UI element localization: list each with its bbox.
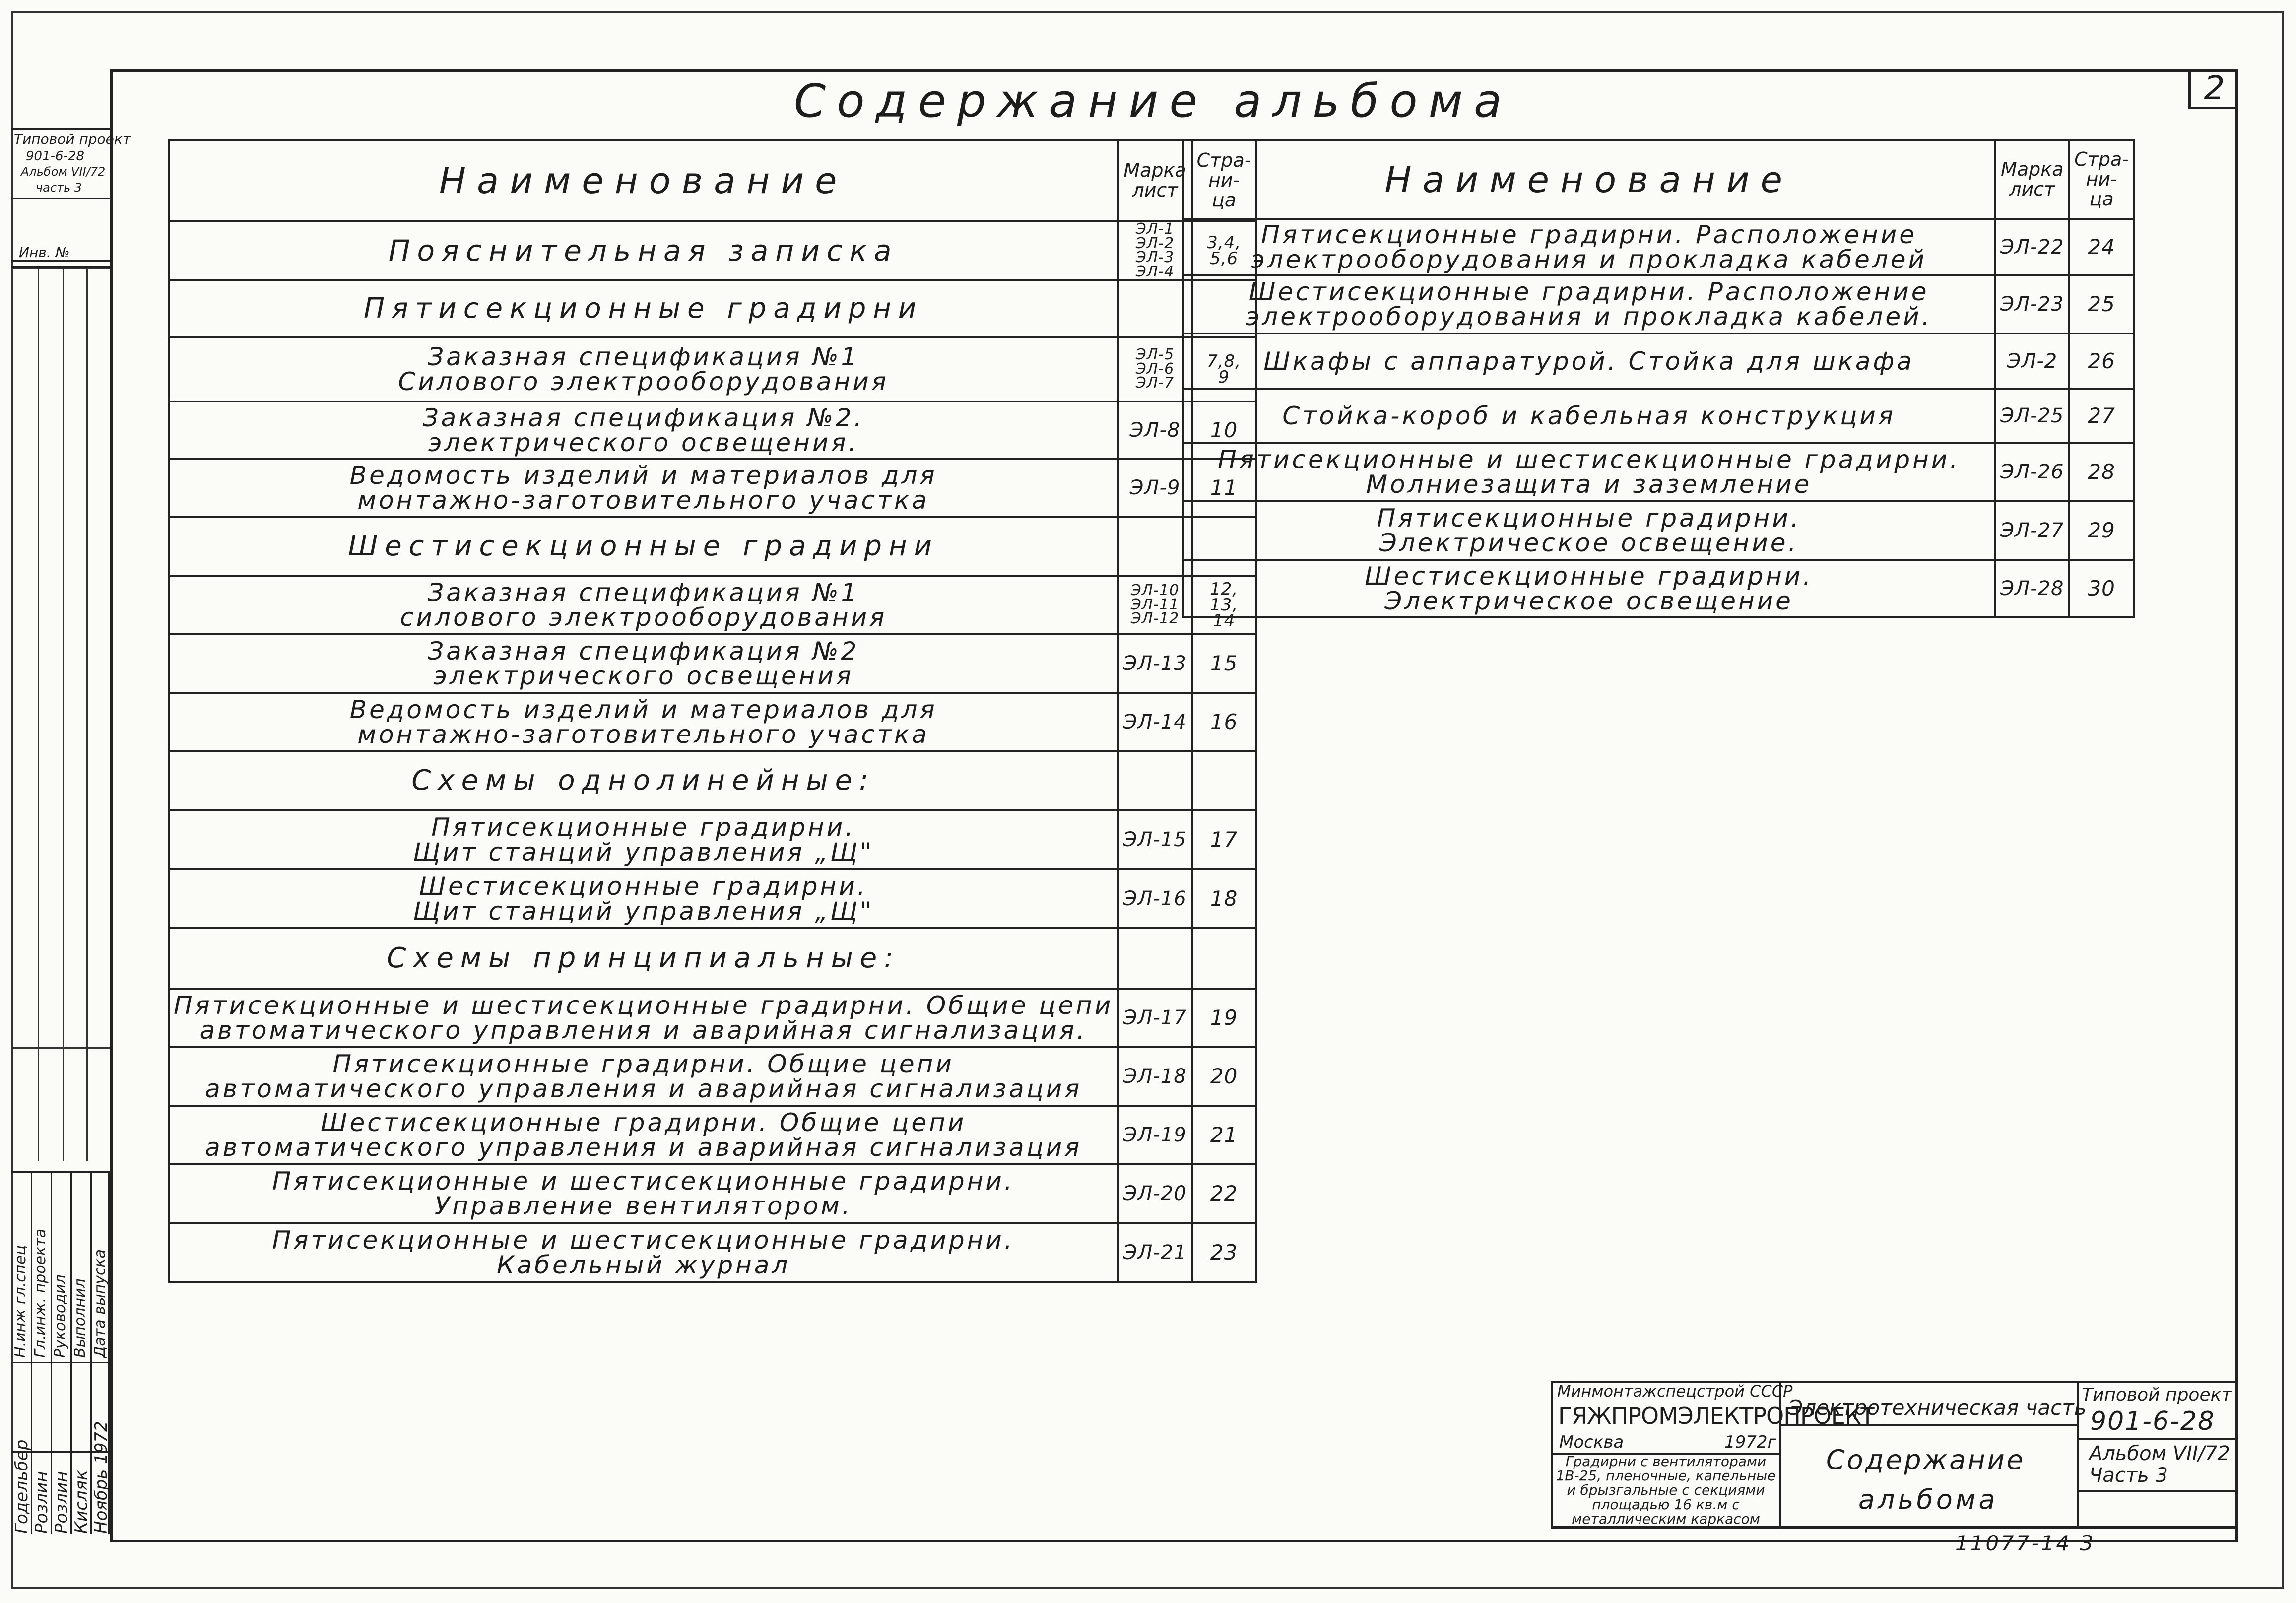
entry-mark: ЭЛ-22	[1995, 219, 2069, 275]
entry-name: Шестисекционные градирни. Электрическое освещение	[1183, 560, 1995, 617]
section-heading-row	[169, 280, 1256, 337]
entry-name: Пятисекционные градирни	[169, 280, 1118, 337]
table-row	[169, 1164, 1256, 1223]
entry-mark	[1118, 280, 1191, 337]
title-block-project-label: Типовой проект	[2082, 1385, 2232, 1405]
entry-name: Шестисекционные градирни. Расположение электрооборудования и прокладка кабелей.	[1183, 275, 1995, 334]
entry-page: 12, 13, 14	[1192, 576, 1256, 634]
title-block-city: Москва	[1559, 1432, 1624, 1452]
entry-page: 27	[2069, 389, 2134, 443]
signer-role: Выполнил	[71, 1278, 89, 1358]
entry-page: 22	[1192, 1164, 1256, 1223]
entry-page: 16	[1192, 693, 1256, 751]
entry-page: 24	[2069, 219, 2134, 275]
signer-name: Розлин	[52, 1471, 71, 1534]
description-line: Градирни с вентиляторами	[1565, 1453, 1767, 1469]
entry-name: Заказная спецификация №2. электрического освещения.	[169, 401, 1118, 459]
entry-page: 17	[1192, 810, 1256, 869]
entry-mark: ЭЛ-20	[1118, 1164, 1191, 1223]
table-row	[169, 1106, 1256, 1164]
entry-page: 7,8, 9	[1192, 337, 1256, 401]
title-block-institute: ГЯЖПРОМЭЛЕКТРОПРОЕКТ	[1558, 1403, 1874, 1429]
side-stamp-line4: часть 3	[36, 181, 82, 195]
header-page: Стра- ни- ца	[1192, 140, 1256, 221]
entry-name: Пятисекционные градирни. Щит станций управления „Щ"	[169, 810, 1118, 869]
entry-name: Схемы принципиальные:	[169, 928, 1118, 989]
entry-mark: ЭЛ-21	[1118, 1223, 1191, 1282]
entry-mark: ЭЛ-17	[1118, 989, 1191, 1047]
table-row	[169, 869, 1256, 928]
entry-mark: ЭЛ-15	[1118, 810, 1191, 869]
entry-page	[1192, 928, 1256, 989]
side-margin-grid	[11, 268, 110, 1161]
left-contents-table	[168, 139, 1257, 1283]
description-line: металлическим каркасом	[1572, 1511, 1760, 1527]
table-row	[169, 401, 1256, 459]
table-row	[1183, 389, 2134, 443]
signature-block	[11, 1171, 110, 1534]
signer-name: Кисляк	[71, 1470, 91, 1534]
signer-name: Розлин	[32, 1471, 52, 1534]
entry-name: Пятисекционные градирни. Общие цепи автоматического управления и аварийная сигнализация	[169, 1047, 1118, 1106]
entry-name: Пятисекционные и шестисекционные градирни. Кабельный журнал	[169, 1223, 1118, 1282]
right-table-header	[1183, 140, 2134, 219]
entry-page: 30	[2069, 560, 2134, 617]
entry-page	[1192, 751, 1256, 810]
entry-name: Шестисекционные градирни	[169, 517, 1118, 576]
entry-page: 28	[2069, 443, 2134, 501]
entry-page: 18	[1192, 869, 1256, 928]
table-row	[1183, 334, 2134, 389]
signer-role: Гл.инж. проекта	[32, 1228, 49, 1358]
signer-role: Руководил	[52, 1274, 69, 1358]
signer-role: Н.инж гл.спец	[12, 1245, 29, 1358]
table-row	[169, 810, 1256, 869]
entry-mark: ЭЛ-16	[1118, 869, 1191, 928]
entry-page: 20	[1192, 1047, 1256, 1106]
description-line: 1В-25, пленочные, капельные	[1556, 1468, 1776, 1484]
entry-mark	[1118, 928, 1191, 989]
entry-mark: ЭЛ-25	[1995, 389, 2069, 443]
entry-page: 26	[2069, 334, 2134, 389]
entry-page: 29	[2069, 501, 2134, 560]
title-block-project-code: 901-6-28	[2090, 1406, 2216, 1436]
section-heading-row	[169, 751, 1256, 810]
entry-name: Заказная спецификация №2 электрического освещения	[169, 634, 1118, 693]
entry-mark: ЭЛ-14	[1118, 693, 1191, 751]
header-mark: Марка лист	[1995, 140, 2069, 219]
entry-name: Пятисекционные градирни. Расположение электрооборудования и прокладка кабелей	[1183, 219, 1995, 275]
entry-name: Шестисекционные градирни. Общие цепи автоматического управления и аварийная сигнализация	[169, 1106, 1118, 1164]
entry-page: 15	[1192, 634, 1256, 693]
side-stamp-line3: Альбом VII/72	[21, 165, 106, 179]
description-line: площадью 16 кв.м с	[1592, 1496, 1740, 1513]
header-name: Наименование	[1183, 140, 1995, 219]
entry-name: Пояснительная записка	[169, 221, 1118, 280]
table-row	[169, 989, 1256, 1047]
entry-page: 3,4, 5,6	[1192, 221, 1256, 280]
table-row	[169, 1223, 1256, 1282]
page-title: Содержание альбома	[794, 74, 1513, 128]
description-line: и брызгальные с секциями	[1567, 1482, 1765, 1498]
title-block-part: Электротехническая часть	[1788, 1396, 2087, 1420]
entry-mark: ЭЛ-13	[1118, 634, 1191, 693]
title-block-ministry: Минмонтажспецстрой СССР	[1557, 1382, 1793, 1401]
entry-name: Шкафы с аппаратурой. Стойка для шкафа	[1183, 334, 1995, 389]
entry-mark	[1118, 751, 1191, 810]
entry-mark: ЭЛ-9	[1118, 459, 1191, 517]
entry-mark: ЭЛ-5 ЭЛ-6 ЭЛ-7	[1118, 337, 1191, 401]
section-heading-row	[169, 928, 1256, 989]
entry-name: Заказная спецификация №1 Силового электрооборудования	[169, 337, 1118, 401]
left-table-header	[169, 140, 1256, 221]
title-block-description	[1554, 1454, 1777, 1526]
header-page: Стра- ни- ца	[2069, 140, 2134, 219]
table-row	[1183, 443, 2134, 501]
entry-mark: ЭЛ-10 ЭЛ-11 ЭЛ-12	[1118, 576, 1191, 634]
entry-name: Пятисекционные градирни. Электрическое освещение.	[1183, 501, 1995, 560]
entry-mark: ЭЛ-18	[1118, 1047, 1191, 1106]
entry-mark: ЭЛ-1 ЭЛ-2 ЭЛ-3 ЭЛ-4	[1118, 221, 1191, 280]
entry-name: Ведомость изделий и материалов для монтажно-заготовительного участка	[169, 459, 1118, 517]
entry-mark: ЭЛ-2	[1995, 334, 2069, 389]
header-mark: Марка лист	[1118, 140, 1191, 221]
entry-name: Схемы однолинейные:	[169, 751, 1118, 810]
entry-mark	[1118, 517, 1191, 576]
page-number: 2	[2188, 69, 2238, 109]
entry-page: 11	[1192, 459, 1256, 517]
table-row	[169, 634, 1256, 693]
right-contents-table	[1182, 139, 2135, 618]
table-row	[1183, 219, 2134, 275]
table-row	[169, 221, 1256, 280]
entry-name: Пятисекционные и шестисекционные градирни. Управление вентилятором.	[169, 1164, 1118, 1223]
signer-name: Годельбер	[12, 1439, 32, 1534]
table-row	[169, 337, 1256, 401]
entry-mark: ЭЛ-23	[1995, 275, 2069, 334]
signer-role: Дата выпуска	[91, 1249, 109, 1358]
entry-mark: ЭЛ-26	[1995, 443, 2069, 501]
inventory-label: Инв. №	[19, 244, 70, 261]
entry-mark: ЭЛ-28	[1995, 560, 2069, 617]
table-row	[169, 576, 1256, 634]
section-heading-row	[169, 517, 1256, 576]
title-block-doc-title-2: альбома	[1858, 1484, 1998, 1515]
entry-page: 10	[1192, 401, 1256, 459]
title-block-year: 1972г	[1724, 1432, 1776, 1452]
table-row	[1183, 560, 2134, 617]
header-name: Наименование	[169, 140, 1118, 221]
entry-page: 19	[1192, 989, 1256, 1047]
side-inventory-box	[11, 238, 110, 268]
table-row	[169, 459, 1256, 517]
side-stamp-line1: Типовой проект	[14, 131, 131, 147]
table-row	[169, 1047, 1256, 1106]
table-row	[1183, 275, 2134, 334]
entry-page: 23	[1192, 1223, 1256, 1282]
entry-name: Ведомость изделий и материалов для монтажно-заготовительного участка	[169, 693, 1118, 751]
table-row	[169, 693, 1256, 751]
entry-name: Шестисекционные градирни. Щит станций управления „Щ"	[169, 869, 1118, 928]
entry-name: Пятисекционные и шестисекционные градирни. Общие цепи автоматического управления и аварийная сигнализация.	[169, 989, 1118, 1047]
title-block-album: Альбом VII/72	[2089, 1442, 2230, 1465]
archive-code: 11077-14 3	[1955, 1531, 2096, 1555]
entry-name: Пятисекционные и шестисекционные градирни. Молниезащита и заземление	[1183, 443, 1995, 501]
signer-name: Ноябрь 1972	[91, 1421, 111, 1534]
table-row	[1183, 501, 2134, 560]
entry-mark: ЭЛ-8	[1118, 401, 1191, 459]
title-block-part-number: Часть 3	[2089, 1464, 2168, 1487]
entry-mark: ЭЛ-19	[1118, 1106, 1191, 1164]
entry-mark: ЭЛ-27	[1995, 501, 2069, 560]
entry-page: 25	[2069, 275, 2134, 334]
side-stamp-line2: 901-6-28	[26, 149, 85, 164]
title-block-doc-title-1: Содержание	[1826, 1444, 2025, 1475]
entry-name: Стойка-короб и кабельная конструкция	[1183, 389, 1995, 443]
entry-name: Заказная спецификация №1 силового электрооборудования	[169, 576, 1118, 634]
entry-page: 21	[1192, 1106, 1256, 1164]
